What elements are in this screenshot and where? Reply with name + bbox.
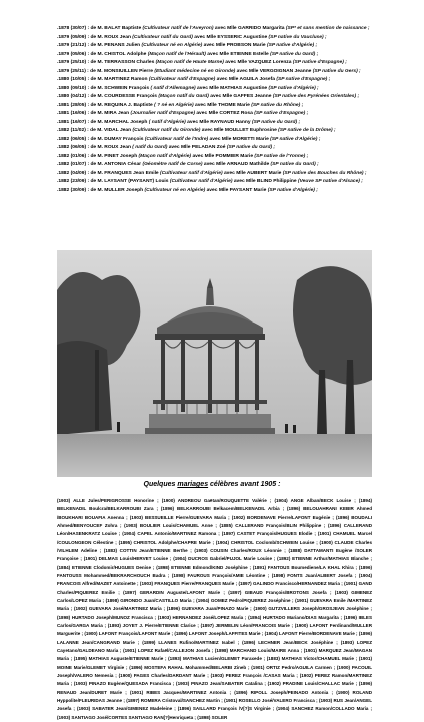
marriage-entry <box>57 102 417 111</box>
entry-partner-note: (SP* et sans mention de naissance ; <box>285 26 370 31</box>
entry-partner-note: (SP native d'Espagne) ; <box>254 111 309 116</box>
entry-partner: avec Mlle RAYNAUD Hanny <box>187 119 251 125</box>
entry-partner-note: (SP native des Bouches du Rhône) ; <box>282 170 367 176</box>
marriage-entry <box>57 136 417 145</box>
marriage-entry <box>57 144 417 153</box>
entry-partner-note: (SP native d'Algérie) ; <box>266 43 318 48</box>
entry-partner-note: (SP native du Gard) ; <box>251 119 301 125</box>
marriage-entry <box>57 127 417 136</box>
entry-partner-note: (SP native d'Espagne) ; <box>292 60 347 65</box>
entry-partner: avec Mlle MOULLET Euphrosine <box>201 128 277 133</box>
entry-partner: avec Mlle EYSSERIC Augustine <box>194 34 268 40</box>
entry-partner: avec Mlle MATHIAS Augustine <box>197 85 268 91</box>
entry-name: .1879 (05/06) : de M. CHISTOL Adolphe <box>57 51 147 57</box>
entry-partner-note: (SP native d'Algérie) ; <box>268 85 319 91</box>
entry-partner-note: (SP native d'Algérie) ; <box>267 187 318 193</box>
entry-partner: avec Mlle POMMIER Marie <box>192 153 254 159</box>
marriage-entry <box>57 42 417 51</box>
entry-partner-note: (SP native de la Drôme) ; <box>278 128 336 133</box>
entry-note: (Cultivateur né en Algérie) <box>144 187 206 193</box>
entry-name: .1879 (25/10) : de M. TERRASSON Charles <box>57 60 155 65</box>
marriage-entry <box>57 93 417 102</box>
marriage-list <box>57 25 417 195</box>
entry-partner-note: (SP native du Vaucluse) ; <box>268 34 327 40</box>
entry-partner: avec Mlle AUBERT Marie <box>223 170 282 176</box>
entry-name: .1879 (05/09) : de M. ROUX Jean <box>57 34 131 40</box>
entry-name: .1882 (30/09) : de M. MULLER Joseph <box>57 187 144 193</box>
marriages-paragraph: (1903) ALLE Jules/PERIGROSSE Honorine ; (1900) ANDREOU Gaëtan/ROUQUETTE Valérie ; (1904) ANGE Alban/BECK Louise ; (1894) BELKENADIL Boulcra/BELKARROUBI Zara ; (1896) BELKARROUBI Belkacem/BELKENADIL Arbia ; (1896) BELOUAHRANI KEBIR Ahmed /BOUKHARI BOUAFIA Anenna ; (1903) BESSUEILLE Pierre/GUEVARA Maria ; (1902) BORDENAVE Pierre/LAFONT Eugénie ; (1896) BOUDALI Ahmed/BENYOUCEF Zohra ; (1903) BOULIER Louis/CHAMUEL Anne ; (1885) CALLERAND François/BLIN Philippine ; (1896) CALLERAND Léon/HASENKRATZ Louise ; (1904) CAPEL Antonio/MARTINEZ Ramona ; (1897) CASTET François/HUGUES Elodie ; (1901) CHAMUEL Marcel /COULONGEON Célestine ; (1895) CHRISTOL Adolphe/CHAPRE Marie ; (1904) CHRISTOL Coclomb/SCHWEIN Louise ; (1900) CLAUDE Charles /VILHLEM Adeline ; (1883) COTTIN Jean/ETIENNE Berthe ; (1903) COUSIN Charles/ROUX Léonnie ; (1888) DATTAMANTI Eugène /SOLER Françoise ; (1901) DELMAS Louis/HERVET Louise ; (1904) DUCROS Gabriel/PUJOL Marie Louise ; (1892) ETIENNE Arthur/MATHIAS Blanche ; (1884) ETIENNE Clodomir/HUGUES Denise ; (1898) ETIENNE Edmond/KIND Joséphine ; (1891) FANTOUS Boumediene/LA KHAL Khira ; (1896) FANTOUSS Mohammed/BEKRARCHOUCH Badra ; (1898) FAUROUS François/AMIE Léontine ; (1898) FONTS Juan/ALBERT Josefa ; (1904) FRANCOIS Alfred/MAZET Antoinette ; (1903) FRANQUES Pierre/FRANQUES Marie ; (1897) GALINDO Francisco/HERNANDEZ Maria ; (1901) GAND Charles/PIQUEREZ Emilie ; (1897) GERARDIN Auguste/LAFONT Marie ; (1897) GIBAUD François/BROTONS Josefa ; (1903) GIMENEZ Carlos/LOPEZ Maria ; (1898) GIRONDO Juan/CASTILLO Maria ; (1904) GOMEZ Pedro/PIQUEREZ Joséphine ; (1901) GUEVARA Emile /MARTINEZ Maria ; (1902) GUEVARA José/MARTINEZ Maria ; (1896) GUEVARA Juan/PINAZO Marie ; (1900) GUTZVILLERS Joseph/GROSJEAN Joséphine ; (1898) HURTADO Joseph/MUNOZ Francisca ; (1903) HERNANDEZ José/LOPEZ Maria ; (1894) HURTADO Mariano/DIAS Margarita ; (1896) IBLES Carlos/GARGA Maria ; (1893) JOYET J. Pierre/ETIENNE Clarice ; (1897) JERMELIN Léon/FRANCOIS Marie ; (1900) LAFONT Ferdinand/MULLER Marguerite ; (1900) LAFONT François/LAFONT Marie ; (1896) LAFONT Joseph/LAFFITES Marie ; (1904) LAFONT Pierre/BORDENAVE Marie ; (1896) LALANNE Jean/CANGRAND Marie ; (1899) LLANES Rufino/MARTINEZ Isabel ; (1896) LECHNER Jean/BECK Joséphine ; (1893) LOPEZ Cayetano/GALDEANO Maria ; (1901) LOPEZ Rafaël/CALLEJON Josefa ; (1898) MARCHAND Louis/MAIRE Anna ; (1901) MARQUEZ Jean/MAGAN Maria ; (1895) MATHIAS Auguste/ETIENNE Marie ; (1893) MATHIAS Lucien/GLEMET Paraxede ; (1883) MATHIAS Victor/CHAMUEL Marie ; (1901) MOINE Marie/GLEMET Virginie ; (1896) MOSTEFA RAHAL Mohammed/BELARBI Zineb ; (1901) ORTIZ Pedro/AGUILA Carmen ; (1900) PACOUIL Joseph/VALERO Nemesia ; (1900) PAGES Charles/DARDANT Marie ; (1903) PEREZ François /CASAS Maria ; (1902) PEREZ Ramon/MARTINEZ Maria ; (1903) PINAZO Eugène/QUESADA Francisca ; (1903) PINAZO Jean/SABATER Catalina ; (1902) PRADINE Louis/CHALLAC Marie ; (1896) RENAUD Jean/DURET Marie ; (1901) RIBES Jacques/MARTINEZ Antonia ; (1896) RIPOLL Joseph/PEINADO Antonia ; (1900) ROLAND Hyppolite/FLEURIDAS Jeanne ; (1897) ROMERA Cristoval/SANCHEZ Martin ; (1901) ROSELLO José/VALERO Francisca ; (1903) RUS Jean/ANGEL Josefa ; (1903) SABATER Jean/GIMENEZ Madeleine ; (1896) SAILLARD François /V[?]S Virginie ; (1904) SANCHEZ Ramon/COLLADO Maria ; (1903) SANTIAGO José/CORTES SANTIAGO RAN[?]Henriqueta ; (1898) SOLER <box>57 498 372 720</box>
marriage-entry <box>57 34 417 43</box>
entry-note: (Cultivateur natif de l'Indre) <box>144 136 209 142</box>
entry-name: .1882 (01/07) : de M. ANTONIA César <box>57 162 142 167</box>
entry-partner-note: (SP native du Gard) ; <box>270 162 319 167</box>
entry-note: (Cultivateur natif du Gard) <box>132 34 193 40</box>
marriage-entry <box>57 153 417 162</box>
entry-partner: avec Mlle GARRIDO Margarita <box>214 26 285 31</box>
entry-name: .1879 (21/12) : de M. PENANS Julien <box>57 43 141 48</box>
entry-note: (Géomètre natif de Corse) <box>142 162 203 167</box>
entry-partner-note: (SP native du Gers) ; <box>312 68 361 74</box>
entry-partner: avec Mlle MORETTI Marie <box>209 136 269 142</box>
entry-note: (Cultivateur natif d'Espagne) <box>148 77 216 82</box>
entry-note: (Maçon natif d'Algérie) <box>138 153 192 159</box>
entry-note: ( natif d'Allemagne) <box>150 85 196 91</box>
entry-partner-note: (SP native d'Espagne) ; <box>276 77 331 82</box>
entry-note: (Maçon natif de l'Hérault) <box>147 51 206 57</box>
entry-name: .1882 (01/06) : de M. PINET Joseph <box>57 153 138 159</box>
marriage-entry <box>57 51 417 60</box>
marriage-entry <box>57 85 417 94</box>
marriage-entry <box>57 170 417 179</box>
entry-partner: avec Mlle BLIND Philippine <box>233 179 297 184</box>
entry-note: ( natif du Gard) <box>132 145 168 150</box>
entry-partner-note: (SP native des Pyrénées Orientales) ; <box>272 94 360 99</box>
marriage-entry <box>57 59 417 68</box>
marriage-entry <box>57 110 417 119</box>
marriage-entry <box>57 178 417 187</box>
entry-partner-note: (SP native de l'Yonne) ; <box>254 153 309 159</box>
entry-partner: avec Mlle PAYSANT Marie <box>206 187 267 193</box>
entry-partner: avec Mlle GAFFES Jeanne <box>210 94 272 99</box>
entry-note: (Journalier natif d'Espagne) <box>130 111 195 116</box>
entry-partner: avec Mlle ETIENNE Estelle <box>207 51 269 57</box>
entry-partner-note: (SP native du Gard) ; <box>226 145 276 150</box>
marriage-entry <box>57 68 417 77</box>
entry-note: (Cultivateur natif du Gironde) <box>132 128 201 133</box>
marriage-entry <box>57 161 417 170</box>
entry-partner: avec Mlle PELADAN Zoé <box>168 145 226 150</box>
entry-partner-note: (SP native d'Algérie) ; <box>270 136 321 142</box>
entry-partner: avec Mlle VAZQUEZ Lorenza <box>225 60 292 65</box>
kiosk-photo <box>57 250 372 477</box>
marriage-entry <box>57 119 417 128</box>
entry-partner: avec Mlle ARNAUD Mathilde <box>203 162 270 167</box>
entry-note: (Cultivateur natif de l'Aveyron) <box>142 26 214 31</box>
entry-name: .1882 (06/05) : de M. ROUX Jean <box>57 145 131 150</box>
marriage-entry <box>57 187 417 196</box>
entry-name: .1882 (11/02) : de M. VIDAL Jean <box>57 128 132 133</box>
entry-name: .1880 (04/12) : de M. COURDESSE François <box>57 94 158 99</box>
entry-note: (Cultivateur natif d'Algérie) <box>160 170 223 176</box>
entry-name: .1881 (28/05) : de M. REQUINA J. Baptiste <box>57 102 153 108</box>
photo-caption: Quelques mariages célèbres avant 1905 : <box>143 481 281 488</box>
entry-partner-note: (SP native du Gard) ; <box>270 51 319 57</box>
entry-name: .1882 (23/09) : de M. LAYSANT (PAYSANT) Louis <box>57 179 169 184</box>
entry-partner-note: (Veuve SP native d'Alsace) ; <box>297 179 363 184</box>
entry-note: (Maçon natif de Haute Marne) <box>155 60 224 65</box>
entry-note: (Cultivateur natif d'Algérie) <box>169 179 233 184</box>
entry-partner-note: (SP native du Rhône) ; <box>251 102 304 108</box>
entry-note: (Cultivateur né en Algérie) <box>141 43 203 48</box>
entry-note: (Maçon natif du Gard) <box>158 94 209 99</box>
entry-partner: avec Mlle CORTEZ Rosa <box>196 111 253 116</box>
entry-name: .1882 (04/09) : de M. FRANQUES Jean Emile <box>57 170 159 176</box>
entry-partner: avec Mlle AGUILA Josefa <box>216 77 275 82</box>
entry-note: (Etudiant médecine né en Gironde) <box>154 68 236 74</box>
entry-partner: avec Mlle PROBSON Marie <box>203 43 266 48</box>
bandstand-image <box>57 250 372 477</box>
entry-name: .1881 (16/06) : de M. MIRA Jean <box>57 111 130 116</box>
marriage-entry <box>57 25 417 34</box>
entry-name: .1878 (30/07) : de M. BALAT Baptiste <box>57 26 142 31</box>
entry-name: .1879 (25/11) : de M. MONSIUILLEN Pierre <box>57 68 153 74</box>
entry-name: .1880 (10/05) : de M. MARTINEZ Ramon <box>57 77 148 82</box>
entry-name: .1880 (09/10) : de M. SCHWEIN François <box>57 85 150 91</box>
entry-partner: avec Mlle THOME Marie <box>194 102 250 108</box>
entry-note: ( natif d'Algérie) <box>148 119 186 125</box>
entry-name: .1881 (16/07) : de M. MARCHAL Joseph <box>57 119 148 125</box>
marriage-entry <box>57 76 417 85</box>
entry-partner: avec Mlle VERGOIGNAN Jeanne <box>236 68 312 74</box>
entry-name: .1882 (06/05) : de M. DUMAY François <box>57 136 144 142</box>
entry-note: ( ? né en Algérie) <box>154 102 194 108</box>
